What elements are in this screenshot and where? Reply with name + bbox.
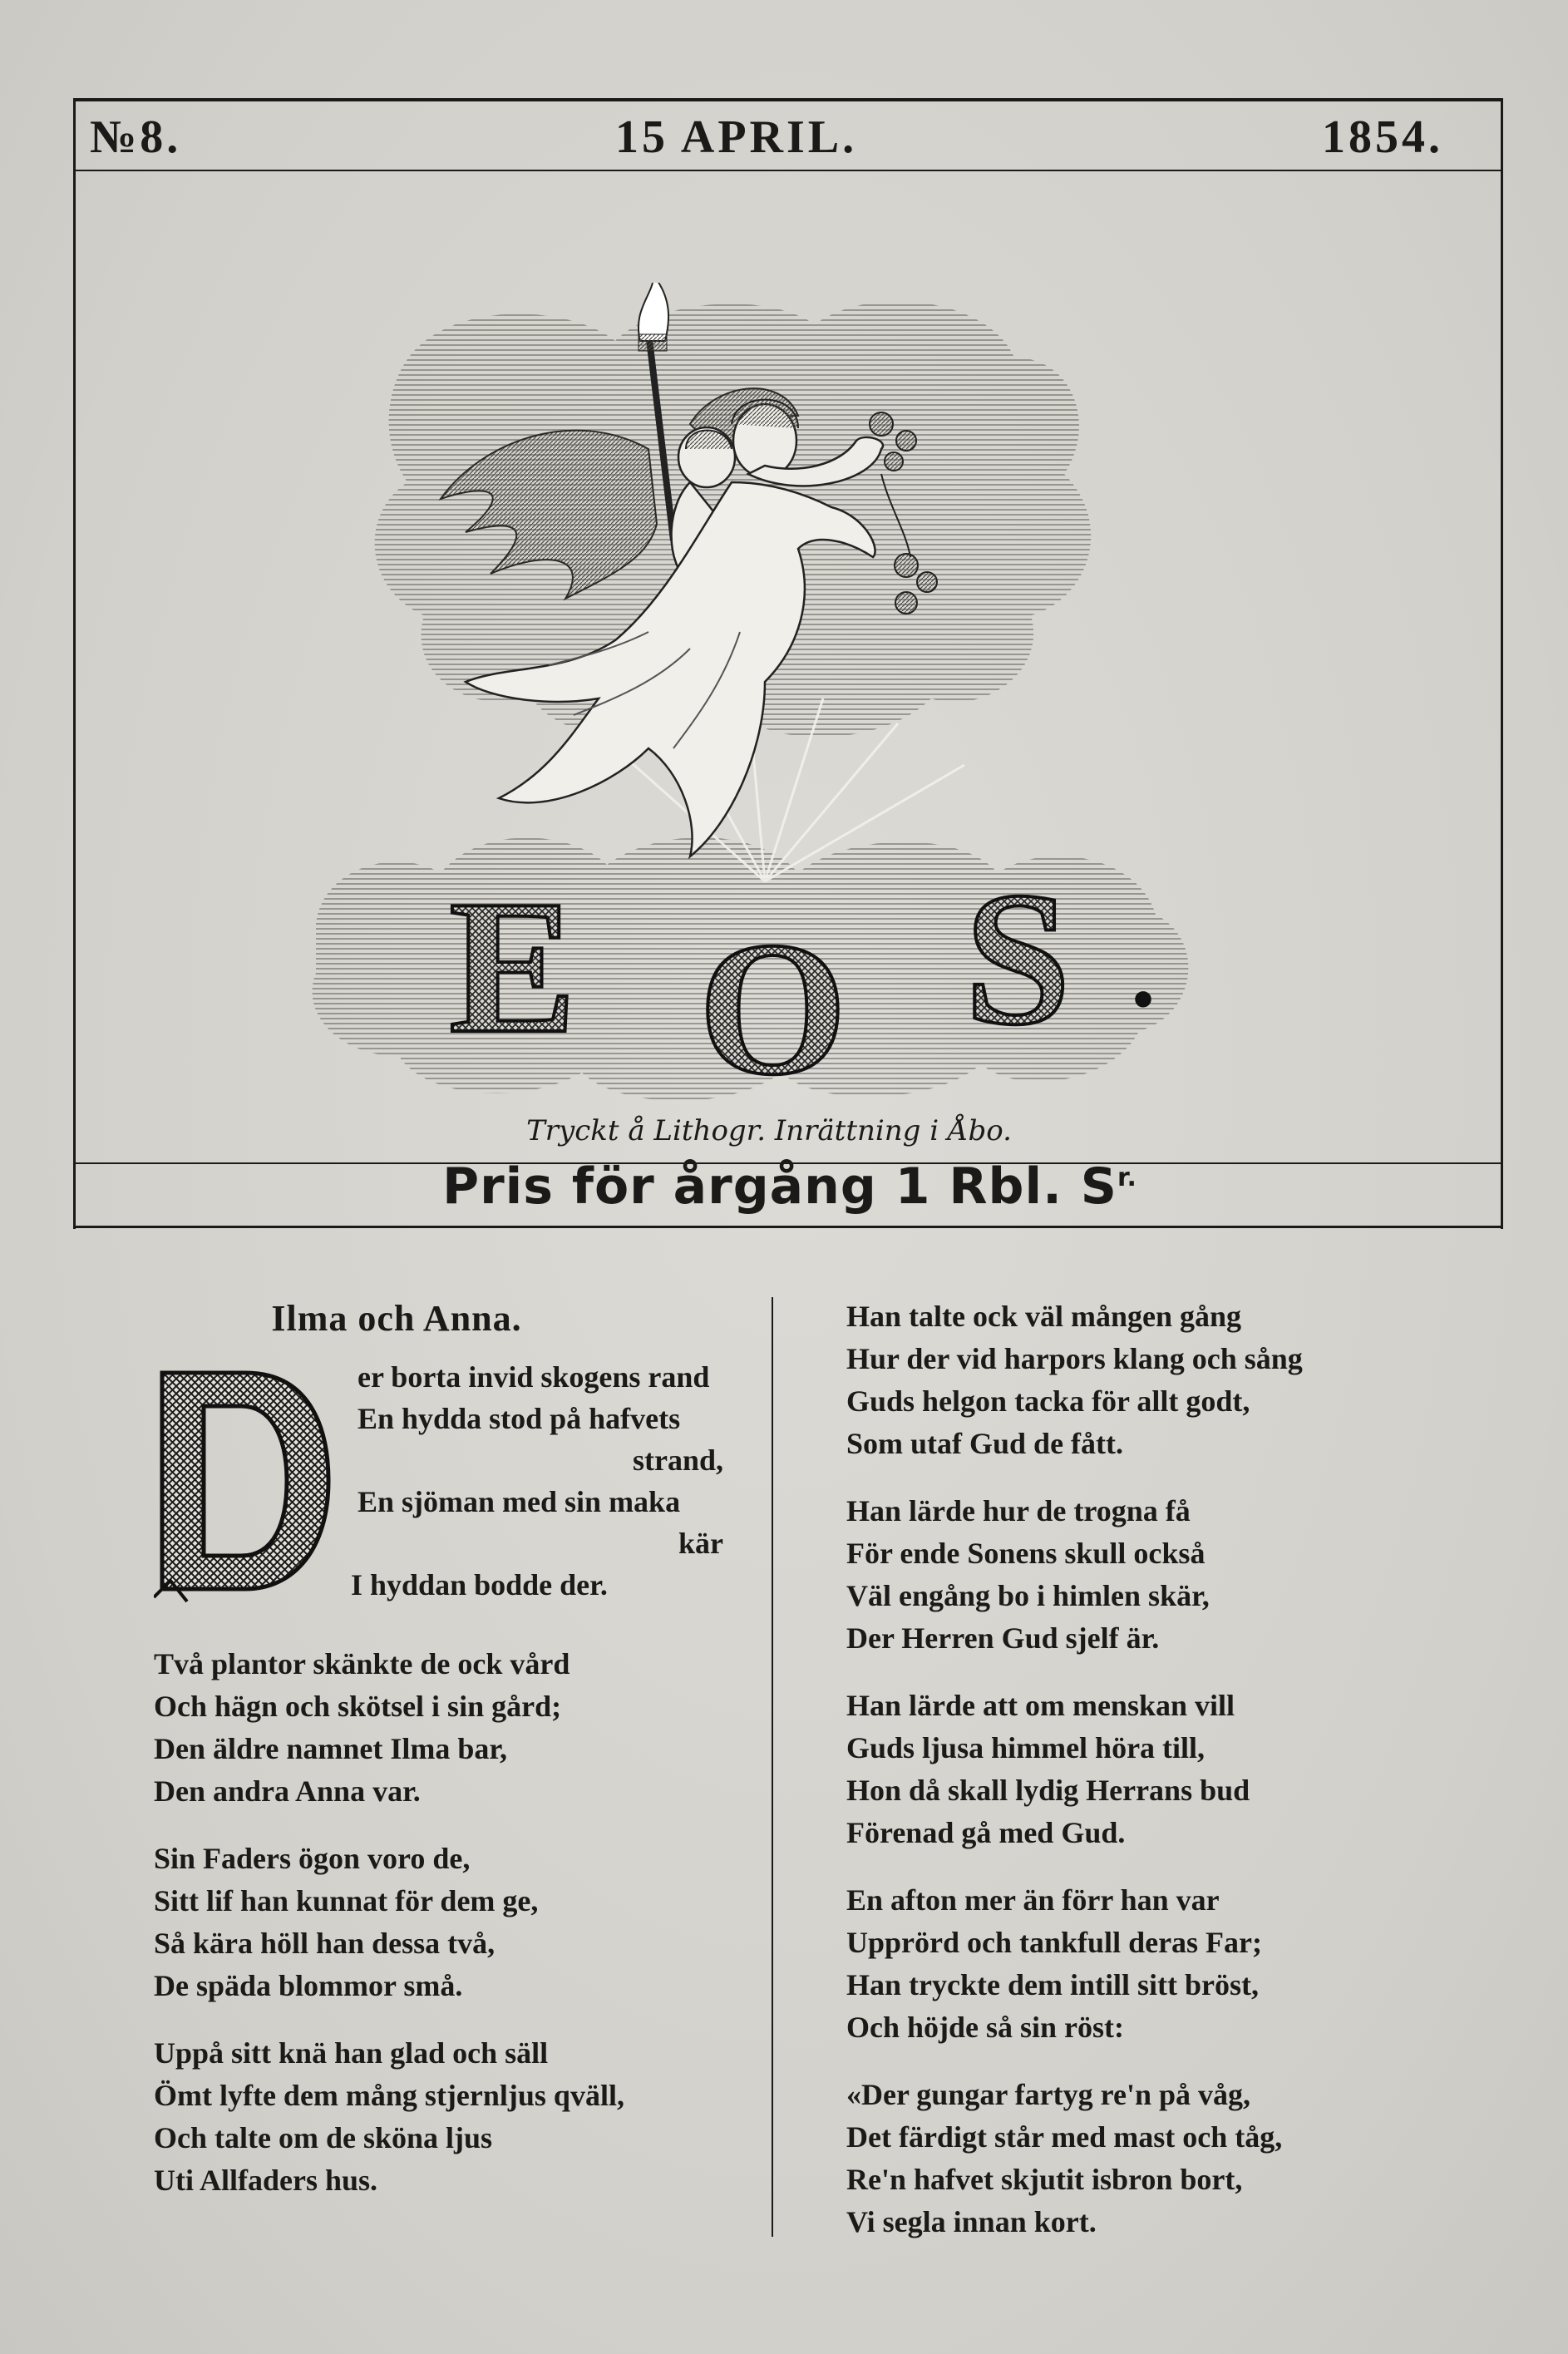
price-text: Pris för årgång 1 Rbl. S: [442, 1157, 1117, 1216]
poem-line: Ömt lyfte dem mång stjernljus qväll,: [154, 2079, 624, 2112]
header-bottom-rule: [73, 170, 1503, 171]
stanza-6: [846, 1490, 1445, 1660]
masthead-letter-e: E: [449, 861, 577, 1073]
poem-line: Sitt lif han kunnat för dem ge,: [154, 1884, 539, 1917]
poem-line: Två plantor skänkte de ock vård: [154, 1647, 570, 1680]
poem-line: Upprörd och tankfull deras Far;: [846, 1926, 1263, 1959]
first-stanza: [154, 1356, 769, 1643]
poem-line: För ende Sonens skull också: [846, 1537, 1206, 1570]
poem-line: Han tryckte dem intill sitt bröst,: [846, 1968, 1259, 2001]
issue-year: 1854.: [1322, 111, 1443, 163]
poem-line: Den andra Anna var.: [154, 1774, 421, 1808]
subscription-price: [416, 1157, 1164, 1216]
price-bottom-rule: [73, 1226, 1503, 1228]
masthead-letter-o: O: [698, 902, 847, 1114]
poem-line: Guds ljusa himmel höra till,: [846, 1731, 1206, 1764]
poem-line: Så kära höll han dessa två,: [154, 1927, 496, 1960]
stanza-9: [846, 2074, 1445, 2243]
poem-line: Guds helgon tacka för allt godt,: [846, 1384, 1250, 1418]
poem-line: Väl engång bo i himlen skär,: [846, 1579, 1210, 1612]
poem-line: Det färdigt står med mast och tåg,: [846, 2120, 1283, 2154]
issue-number: №8.: [90, 111, 182, 163]
poem-line: Re'n hafvet skjutit isbron bort,: [846, 2163, 1243, 2196]
poem-line: Den äldre namnet Ilma bar,: [154, 1732, 508, 1765]
issue-date: 15 APRIL.: [615, 111, 858, 163]
poem-line: Och hägn och skötsel i sin gård;: [154, 1690, 562, 1723]
masthead-letter-s: S: [964, 852, 1071, 1064]
masthead-letter-dot: .: [1131, 917, 1156, 1028]
poem-line: Uppå sitt knä han glad och säll: [154, 2036, 549, 2070]
poem-line: I hyddan bodde der.: [351, 1568, 608, 1601]
poem-right-column: [846, 1295, 1445, 2268]
poem-line: Uti Allfaders hus.: [154, 2164, 378, 2197]
stanza-5: [846, 1295, 1445, 1465]
poem-line: Sin Faders ögon voro de,: [154, 1842, 471, 1875]
poem-line: strand,: [632, 1443, 723, 1477]
poem-line: En hydda stod på hafvets: [357, 1402, 681, 1435]
poem-line: En sjöman med sin maka: [357, 1485, 681, 1518]
poem-line: De späda blommor små.: [154, 1969, 463, 2002]
poem-line: Som utaf Gud de fått.: [846, 1427, 1124, 1460]
poem-line: Han lärde att om menskan vill: [846, 1689, 1235, 1722]
lithograph-credit: Tryckt å Lithogr. Inrättning i Åbo.: [526, 1114, 1012, 1147]
masthead-illustration: [299, 283, 1247, 1114]
poem-line: Hon då skall lydig Herrans bud: [846, 1774, 1250, 1807]
poem-title: Ilma och Anna.: [271, 1298, 522, 1339]
stanza-8: [846, 1879, 1445, 2049]
poem-line: Vi segla innan kort.: [846, 2205, 1097, 2238]
stanza-2: [154, 1643, 769, 1813]
price-superscript: r.: [1117, 1163, 1137, 1192]
poem-line: Han lärde hur de trogna få: [846, 1494, 1191, 1527]
poem-line: Och höjde så sin röst:: [846, 2011, 1125, 2044]
frame-right-rule: [1501, 98, 1503, 1229]
poem-line: Hur der vid harpors klang och sång: [846, 1342, 1303, 1375]
poem-left-column: [154, 1297, 769, 2227]
poem-line: Förenad gå med Gud.: [846, 1816, 1126, 1849]
stanza-7: [846, 1685, 1445, 1854]
header-top-rule: [73, 98, 1503, 101]
stanza-4: [154, 2032, 769, 2202]
poem-line: Och talte om de sköna ljus: [154, 2121, 493, 2154]
poem-line: kär: [678, 1527, 723, 1560]
first-stanza-lines: [351, 1356, 773, 1606]
poem-line: er borta invid skogens rand: [357, 1360, 710, 1394]
poem-line: En afton mer än förr han var: [846, 1883, 1220, 1917]
stanza-3: [154, 1838, 769, 2007]
drop-cap-d: [154, 1356, 337, 1606]
poem-line: «Der gungar fartyg re'n på våg,: [846, 2078, 1250, 2111]
poem-line: Han talte ock väl mången gång: [846, 1300, 1242, 1333]
frame-left-rule: [73, 98, 76, 1229]
poem-line: Der Herren Gud sjelf är.: [846, 1621, 1160, 1655]
